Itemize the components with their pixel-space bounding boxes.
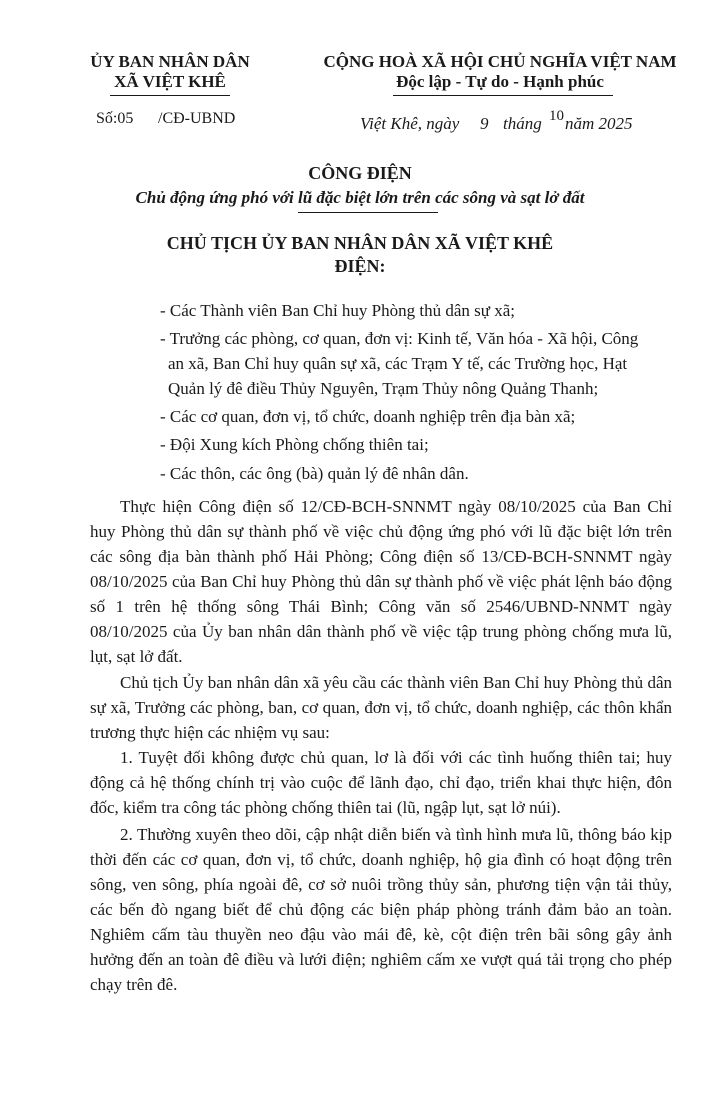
org-underline: [110, 95, 230, 96]
body-paragraph: 2. Thường xuyên theo dõi, cập nhật diễn biến và tình hình mưa lũ, thông báo kịp thời đến các cơ quan, đơn vị, tổ chức, doanh nghiệp, hộ gia đình có hoạt động trên sông, ven sông, phía ngoài đê, cơ sở nuôi trồng thủy sản, phương tiện vận tải thủy, các bến đò ngang biết để chủ động các biện pháp phòng tránh đảm bảo an toàn. Nghiêm cấm tàu thuyền neo đậu vào mái đê, kè, cột điện trên bãi sông gây ảnh hưởng đến an toàn đê điều và lưới điện; nghiêm cấm xe vượt quá tải trọng cho phép chạy trên đê.: [90, 825, 672, 994]
body-paragraph: Chủ tịch Ủy ban nhân dân xã yêu cầu các thành viên Ban Chỉ huy Phòng thủ dân sự xã, Trưởng các phòng, ban, cơ quan, đơn vị, tổ chức, doanh nghiệp, các thôn khẩn trương thực hiện các nhiệm vụ sau:: [90, 673, 672, 742]
date-day: 9: [480, 114, 489, 133]
recipient-line: - Trưởng các phòng, cơ quan, đơn vị: Kinh tế, Văn hóa - Xã hội, Công: [160, 329, 639, 348]
sender-verb: ĐIỆN:: [334, 256, 386, 276]
recipient-line: an xã, Ban Chỉ huy quân sự xã, các Trạm Y tế, các Trường học, Hạt: [168, 354, 628, 373]
recipient-line: - Các cơ quan, đơn vị, tổ chức, doanh nghiệp trên địa bàn xã;: [160, 407, 576, 426]
recipient-line: - Các Thành viên Ban Chỉ huy Phòng thủ dân sự xã;: [160, 301, 515, 320]
body-paragraph: 1. Tuyệt đối không được chủ quan, lơ là đối với các tình huống thiên tai; huy động cả hệ thống chính trị vào cuộc để lãnh đạo, chỉ đạo, triển khai thực hiện, đôn đốc, kiểm tra công tác phòng chống thiên tai (lũ, ngập lụt, sạt lở núi).: [90, 748, 672, 817]
body-paragraph: Thực hiện Công điện số 12/CĐ-BCH-SNNMT ngày 08/10/2025 của Ban Chỉ huy Phòng thủ dân sự thành phố về việc chủ động ứng phó với lũ đặc biệt lớn trên các sông địa bàn thành phố Hải Phòng; Công điện số 13/CĐ-BCH-SNNMT ngày 08/10/2025 của Ban Chỉ huy Phòng thủ dân sự thành phố về việc phát lệnh báo động số 1 trên hệ thống sông Thái Bình; Công văn số 2546/UBND-NNMT ngày 08/10/2025 của Ủy ban nhân dân thành phố về việc tập trung phòng chống mưa lũ, lụt, sạt lở đất.: [90, 497, 672, 666]
org-name-line2: XÃ VIỆT KHÊ: [114, 72, 226, 91]
date-month: 10: [549, 108, 564, 124]
recipient-line: - Đội Xung kích Phòng chống thiên tai;: [160, 435, 429, 454]
motto-underline: [393, 95, 613, 96]
document-subject: Chủ động ứng phó với lũ đặc biệt lớn trên các sông và sạt lở đất: [135, 188, 585, 207]
date-year: năm 2025: [565, 114, 633, 133]
recipient-line: Quản lý đê điều Thủy Nguyên, Trạm Thủy nông Quảng Thanh;: [168, 379, 599, 398]
document-type-title: CÔNG ĐIỆN: [308, 163, 412, 183]
recipient-line: - Các thôn, các ông (bà) quản lý đê nhân dân.: [160, 464, 469, 483]
nation-motto: Độc lập - Tự do - Hạnh phúc: [396, 72, 604, 91]
sender-title: CHỦ TỊCH ỦY BAN NHÂN DÂN XÃ VIỆT KHÊ: [166, 233, 554, 253]
nation-name: CỘNG HOÀ XÃ HỘI CHỦ NGHĨA VIỆT NAM: [323, 52, 677, 71]
date-place: Việt Khê, ngày: [360, 114, 460, 133]
subject-underline: [298, 212, 438, 213]
doc-number-suffix: /CĐ-UBND: [158, 110, 236, 127]
org-name-line1: ỦY BAN NHÂN DÂN: [90, 52, 250, 71]
doc-number-prefix: Số:05: [96, 110, 134, 127]
date-month-label: tháng: [503, 114, 542, 133]
